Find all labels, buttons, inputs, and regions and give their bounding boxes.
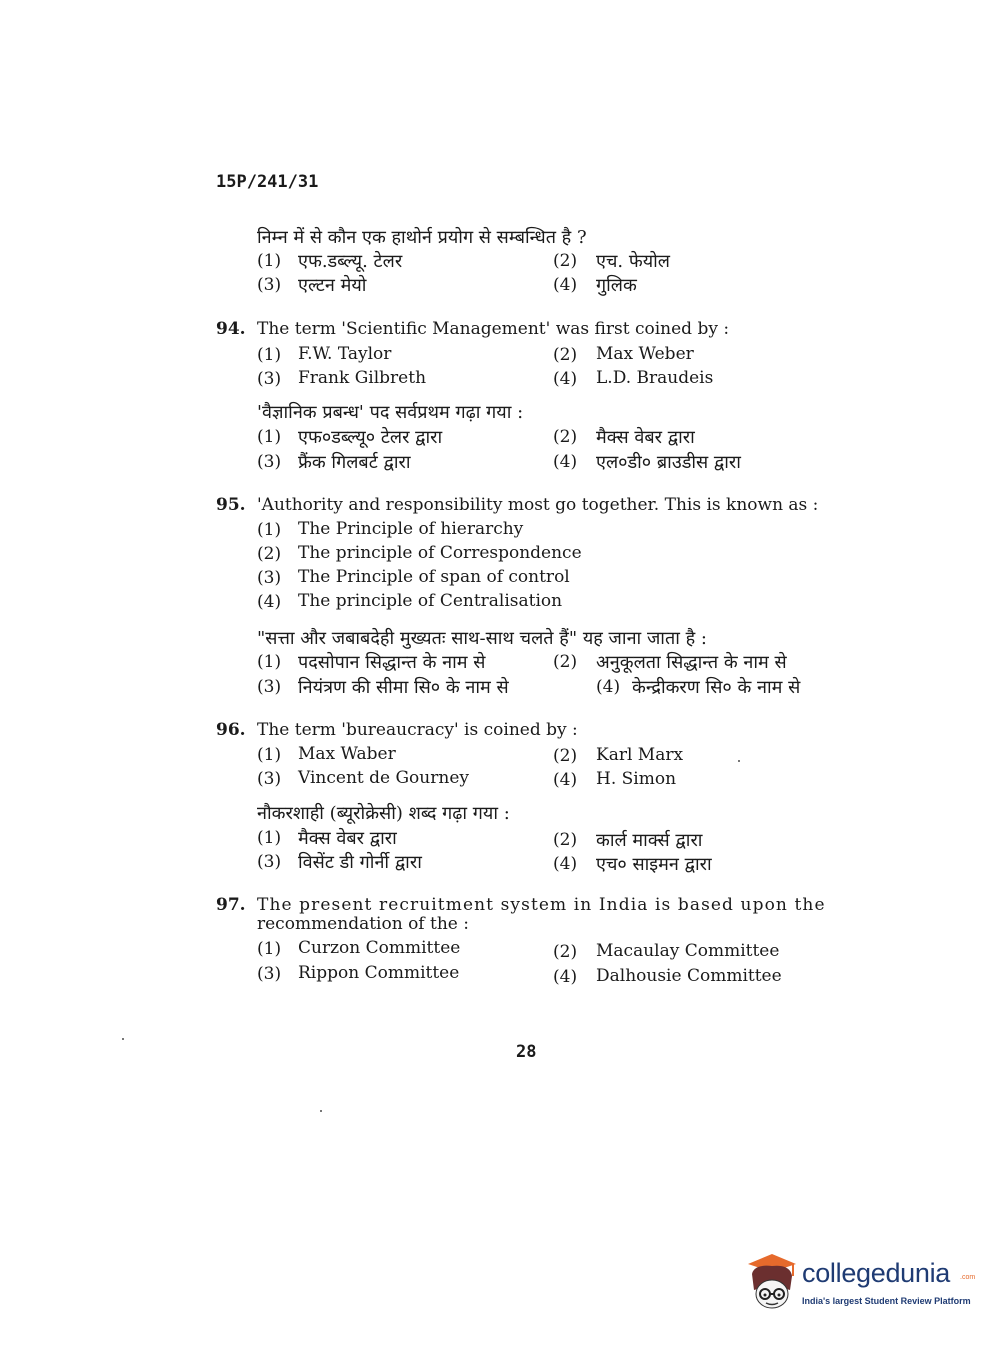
mascot-icon	[742, 1250, 800, 1314]
q96-option-text: Max Waber	[298, 744, 396, 764]
q96-option-num: (1)	[257, 745, 282, 765]
q97-option-text: Macaulay Committee	[596, 941, 780, 961]
q94-option-text: F.W. Taylor	[298, 344, 392, 364]
q94-question: The term 'Scientific Management' was first coined by :	[257, 319, 730, 339]
q97-question-line1: The present recruitment system in India is based upon the	[257, 895, 826, 915]
q96-question: The term 'bureaucracy' is coined by :	[257, 720, 578, 740]
q95-option-num: (3)	[257, 568, 282, 588]
collegedunia-logo	[742, 1250, 976, 1314]
logo-suffix: .com	[960, 1274, 976, 1281]
q93-hindi-option-num: (1)	[257, 251, 282, 271]
q94-option-text: Max Weber	[596, 344, 694, 364]
q95-hindi-option-text: पदसोपान सिद्धान्त के नाम से	[298, 652, 486, 673]
q96-hindi-option-text: कार्ल मार्क्स द्वारा	[596, 830, 703, 851]
logo-tagline: India's largest Student Review Platform	[802, 1296, 971, 1306]
q94-option-num: (2)	[553, 345, 578, 365]
q96-option-num: (3)	[257, 769, 282, 789]
q95-option-num: (4)	[257, 592, 282, 612]
q93-hindi-option-text: गुलिक	[596, 275, 637, 296]
scan-speck	[122, 1038, 124, 1040]
q93-hindi-option-num: (3)	[257, 275, 282, 295]
q96-hindi-option-num: (2)	[553, 830, 578, 850]
q94-hindi-option-num: (2)	[553, 427, 578, 447]
q95-hindi-option-num: (4)	[596, 677, 621, 697]
logo-wordmark: collegedunia	[802, 1258, 951, 1288]
q95-option-text: The principle of Centralisation	[298, 591, 563, 611]
q95-option-text: The Principle of span of control	[298, 567, 570, 587]
q96-hindi-option-num: (3)	[257, 852, 282, 872]
q95-question: 'Authority and responsibility most go together. This is known as :	[257, 495, 819, 515]
q93-hindi-question: निम्न में से कौन एक हाथोर्न प्रयोग से सम्बन्धित है ?	[257, 227, 587, 248]
q96-number: 96.	[216, 720, 246, 740]
q97-option-num: (2)	[553, 942, 578, 962]
q94-option-num: (1)	[257, 345, 282, 365]
q93-hindi-option-text: एल्टन मेयो	[298, 275, 367, 296]
q95-hindi-option-text: अनुकूलता सिद्धान्त के नाम से	[596, 652, 787, 673]
q94-hindi-option-text: एफ०डब्ल्यू० टेलर द्वारा	[298, 427, 443, 448]
q95-hindi-option-num: (1)	[257, 652, 282, 672]
q94-option-text: Frank Gilbreth	[298, 368, 427, 388]
q96-hindi-option-num: (1)	[257, 828, 282, 848]
q96-hindi-option-text: विसेंट डी गोर्नी द्वारा	[298, 852, 422, 873]
q97-option-text: Curzon Committee	[298, 938, 461, 958]
q94-hindi-option-text: मैक्स वेबर द्वारा	[596, 427, 695, 448]
q95-hindi-option-text: केन्द्रीकरण सि० के नाम से	[632, 677, 801, 698]
q95-hindi-option-num: (2)	[553, 652, 578, 672]
q95-hindi-option-num: (3)	[257, 677, 282, 697]
q94-hindi-option-num: (3)	[257, 452, 282, 472]
q95-option-num: (2)	[257, 544, 282, 564]
q97-option-text: Rippon Committee	[298, 963, 460, 983]
paper-code: 15P/241/31	[216, 172, 319, 192]
q96-hindi-option-num: (4)	[553, 854, 578, 874]
q97-option-num: (4)	[553, 967, 578, 987]
q94-hindi-option-num: (4)	[553, 452, 578, 472]
scan-speck	[738, 760, 740, 762]
q93-hindi-option-text: एच. फेयोल	[596, 251, 671, 272]
q94-hindi-option-text: फ्रैंक गिलबर्ट द्वारा	[298, 452, 411, 473]
q94-number: 94.	[216, 319, 246, 339]
q95-number: 95.	[216, 495, 246, 515]
q95-hindi-question: "सत्ता और जबाबदेही मुख्यतः साथ-साथ चलते हैं" यह जाना जाता है :	[257, 628, 707, 649]
q97-option-num: (1)	[257, 939, 282, 959]
q94-hindi-question: 'वैज्ञानिक प्रबन्ध' पद सर्वप्रथम गढ़ा गया :	[257, 402, 524, 423]
q97-option-num: (3)	[257, 964, 282, 984]
q93-hindi-option-num: (4)	[553, 275, 578, 295]
q93-hindi-option-num: (2)	[553, 251, 578, 271]
q96-hindi-option-text: एच० साइमन द्वारा	[596, 854, 712, 875]
q97-number: 97.	[216, 895, 246, 915]
q95-option-text: The principle of Correspondence	[298, 543, 582, 563]
page-number: 28	[516, 1042, 537, 1062]
q96-option-num: (2)	[553, 746, 578, 766]
scan-speck	[320, 1110, 322, 1112]
q94-hindi-option-num: (1)	[257, 427, 282, 447]
q93-hindi-option-text: एफ.डब्ल्यू. टेलर	[298, 251, 403, 272]
q95-option-text: The Principle of hierarchy	[298, 519, 524, 539]
q94-option-text: L.D. Braudeis	[596, 368, 714, 388]
q97-option-text: Dalhousie Committee	[596, 966, 782, 986]
q96-hindi-question: नौकरशाही (ब्यूरोक्रेसी) शब्द गढ़ा गया :	[257, 803, 510, 824]
q96-option-text: Karl Marx	[596, 745, 684, 765]
q94-option-num: (4)	[553, 369, 578, 389]
q96-option-num: (4)	[553, 770, 578, 790]
q96-hindi-option-text: मैक्स वेबर द्वारा	[298, 828, 397, 849]
q96-option-text: H. Simon	[596, 769, 677, 789]
q97-question-line2: recommendation of the :	[257, 914, 469, 934]
q96-option-text: Vincent de Gourney	[298, 768, 469, 788]
q94-hindi-option-text: एल०डी० ब्राउडीस द्वारा	[596, 452, 741, 473]
q94-option-num: (3)	[257, 369, 282, 389]
q95-hindi-option-text: नियंत्रण की सीमा सि० के नाम से	[298, 677, 509, 698]
q95-option-num: (1)	[257, 520, 282, 540]
